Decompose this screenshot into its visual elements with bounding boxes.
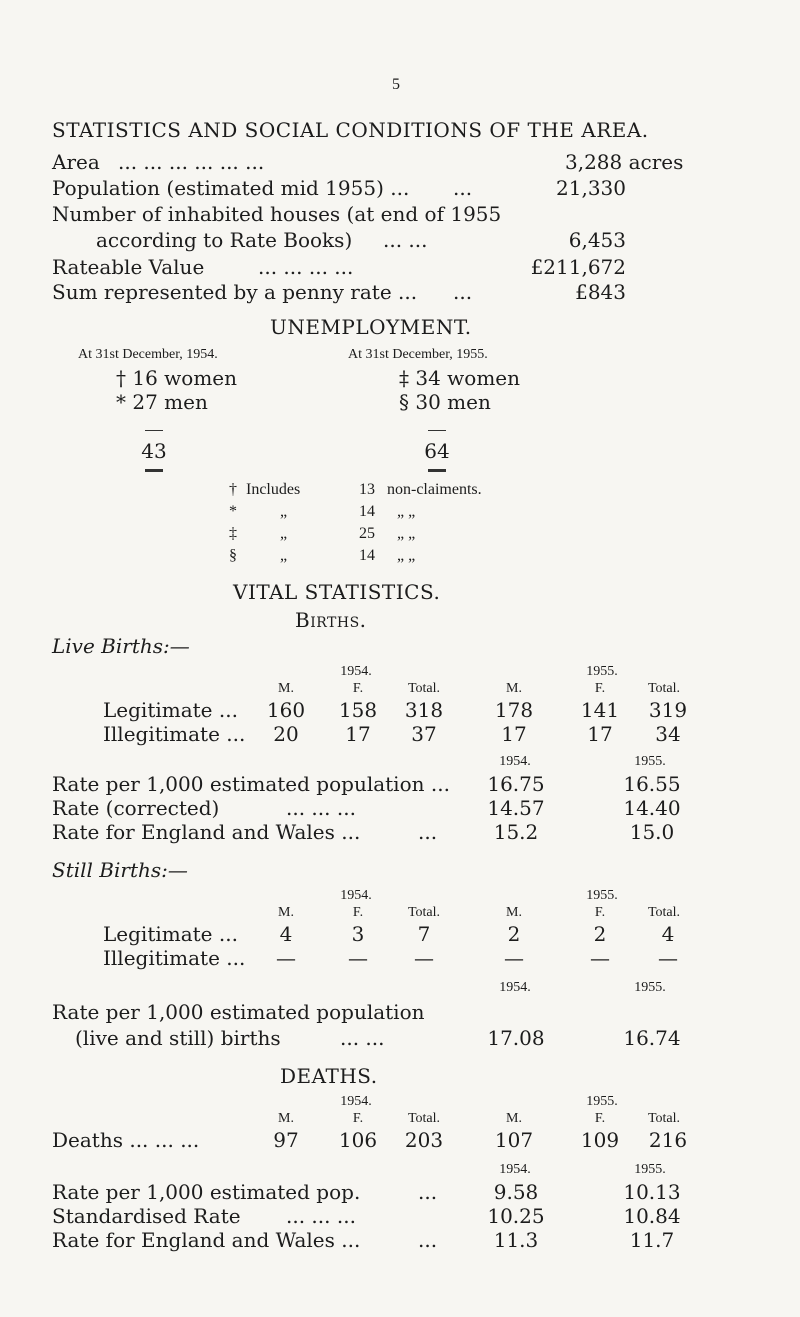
year-1955: 1955.	[586, 664, 618, 679]
still-rate-1955: 16.74	[623, 1026, 681, 1050]
cell: —	[504, 946, 524, 970]
year-1955: 1955.	[586, 888, 618, 903]
cell: 107	[494, 1128, 534, 1152]
cell: 34	[655, 722, 681, 746]
cell: 2	[593, 922, 607, 946]
cell: 97	[273, 1128, 299, 1152]
col-total: Total.	[647, 681, 681, 696]
rate-1955: 14.40	[623, 796, 681, 820]
still-rate-1954: 17.08	[487, 1026, 545, 1050]
cell: 37	[411, 722, 437, 746]
note-ditto: „	[280, 547, 288, 564]
rateable-value: £211,672	[530, 255, 626, 279]
cell: —	[348, 946, 368, 970]
year-1954: 1954.	[499, 980, 531, 995]
houses-dots: ... ...	[383, 228, 428, 252]
rate-1955: 10.84	[623, 1204, 681, 1228]
row-label: Illegitimate ...	[103, 946, 246, 970]
cell: 17	[501, 722, 527, 746]
rate-dots: ... ... ...	[286, 1204, 356, 1228]
cell: 106	[338, 1128, 378, 1152]
note-count: 14	[359, 503, 375, 520]
cell: 158	[338, 698, 378, 722]
note-ditto: „ „	[397, 547, 416, 564]
year-1954: 1954.	[499, 754, 531, 769]
rate-label: Rate (corrected)	[52, 796, 220, 820]
still-births-label: Still Births:—	[52, 858, 188, 882]
rate-1954: 10.25	[487, 1204, 545, 1228]
rate-label: Rate for England and Wales ...	[52, 1228, 361, 1252]
cell: 160	[266, 698, 306, 722]
rate-1955: 15.0	[629, 820, 675, 844]
cell: 319	[648, 698, 688, 722]
page-title: STATISTICS AND SOCIAL CONDITIONS OF THE AREA.	[52, 118, 649, 142]
rateable-label: Rateable Value	[52, 255, 205, 279]
unemployment-col1-header: At 31st December, 1954.	[78, 347, 218, 362]
note-symbol: §	[229, 547, 237, 564]
row-label: Illegitimate ...	[103, 722, 246, 746]
row-label: Legitimate ...	[103, 922, 238, 946]
penny-rate-value: £843	[575, 280, 626, 304]
cell: 4	[661, 922, 675, 946]
col-total: Total.	[407, 681, 441, 696]
note-count: 25	[359, 525, 375, 542]
col-f: F.	[594, 681, 606, 696]
rate-label: Standardised Rate	[52, 1204, 241, 1228]
cell: 318	[404, 698, 444, 722]
still-rate-label-2: (live and still) births	[75, 1026, 281, 1050]
cell: 2	[507, 922, 521, 946]
penny-rate-label: Sum represented by a penny rate ...	[52, 280, 418, 304]
rate-label: Rate per 1,000 estimated population ...	[52, 772, 450, 796]
deaths-heading: DEATHS.	[280, 1064, 378, 1088]
cell: 17	[587, 722, 613, 746]
col-f: F.	[352, 681, 364, 696]
area-label: Area	[52, 150, 100, 174]
still-rate-label-1: Rate per 1,000 estimated population	[52, 1000, 425, 1024]
cell: 7	[417, 922, 431, 946]
year-1954: 1954.	[499, 1162, 531, 1177]
note-symbol: *	[229, 503, 237, 520]
vital-statistics-heading: VITAL STATISTICS.	[233, 580, 441, 604]
area-dots: ... ... ... ... ... ...	[118, 150, 265, 174]
unemployment-1955-total: 64	[424, 439, 450, 463]
rate-dots: ...	[418, 1180, 438, 1204]
col-f: F.	[594, 1111, 606, 1126]
cell: —	[414, 946, 434, 970]
col-total: Total.	[407, 905, 441, 920]
col-total: Total.	[647, 905, 681, 920]
cell: 20	[273, 722, 299, 746]
cell: —	[658, 946, 678, 970]
note-ditto: „	[280, 525, 288, 542]
note-word: non-claiments.	[387, 481, 482, 498]
year-1954: 1954.	[340, 888, 372, 903]
col-f: F.	[594, 905, 606, 920]
note-symbol: †	[229, 481, 237, 498]
year-1954: 1954.	[340, 1094, 372, 1109]
rate-dots: ... ... ...	[286, 796, 356, 820]
year-1955: 1955.	[586, 1094, 618, 1109]
cell: 216	[648, 1128, 688, 1152]
unemployment-heading: UNEMPLOYMENT.	[270, 315, 472, 339]
note-symbol: ‡	[229, 525, 237, 542]
cell: —	[276, 946, 296, 970]
divider	[145, 469, 163, 472]
houses-label-2: according to Rate Books)	[96, 228, 353, 252]
col-m: M.	[506, 681, 522, 696]
divider	[428, 430, 446, 431]
rate-dots: ...	[418, 1228, 438, 1252]
houses-value: 6,453	[568, 228, 626, 252]
col-m: M.	[506, 1111, 522, 1126]
still-rate-dots: ... ...	[340, 1026, 385, 1050]
note-count: 13	[359, 481, 375, 498]
population-label: Population (estimated mid 1955) ...	[52, 176, 410, 200]
cell: 203	[404, 1128, 444, 1152]
rate-1954: 16.75	[487, 772, 545, 796]
year-1955: 1955.	[634, 754, 666, 769]
row-label: Legitimate ...	[103, 698, 238, 722]
col-m: M.	[506, 905, 522, 920]
rate-1954: 14.57	[487, 796, 545, 820]
rate-1955: 16.55	[623, 772, 681, 796]
page-number: 5	[392, 76, 400, 93]
col-f: F.	[352, 1111, 364, 1126]
col-m: M.	[278, 1111, 294, 1126]
note-ditto: „ „	[397, 525, 416, 542]
rate-label: Rate for England and Wales ...	[52, 820, 361, 844]
rate-dots: ...	[418, 820, 438, 844]
col-m: M.	[278, 681, 294, 696]
col-total: Total.	[407, 1111, 441, 1126]
rate-1954: 15.2	[493, 820, 539, 844]
rate-label: Rate per 1,000 estimated pop.	[52, 1180, 361, 1204]
rateable-dots: ... ... ... ...	[258, 255, 354, 279]
cell: 178	[494, 698, 534, 722]
unemployment-1954-total: 43	[141, 439, 167, 463]
houses-label-1: Number of inhabited houses (at end of 1955	[52, 202, 502, 226]
population-dots: ...	[453, 176, 473, 200]
divider	[428, 469, 446, 472]
rate-1955: 11.7	[629, 1228, 675, 1252]
note-includes: Includes	[246, 481, 301, 498]
unemployment-1954-men: * 27 men	[116, 390, 208, 414]
rate-1954: 9.58	[493, 1180, 539, 1204]
cell: 109	[580, 1128, 620, 1152]
live-births-label: Live Births:—	[52, 634, 190, 658]
col-total: Total.	[647, 1111, 681, 1126]
col-f: F.	[352, 905, 364, 920]
cell: 4	[279, 922, 293, 946]
population-value: 21,330	[556, 176, 626, 200]
col-m: M.	[278, 905, 294, 920]
rate-1954: 11.3	[493, 1228, 539, 1252]
note-ditto: „ „	[397, 503, 416, 520]
divider	[145, 430, 163, 431]
year-1954: 1954.	[340, 664, 372, 679]
unemployment-1955-men: § 30 men	[399, 390, 491, 414]
row-label: Deaths ... ... ...	[52, 1128, 200, 1152]
births-heading: Births.	[295, 608, 367, 632]
unemployment-1954-women: † 16 women	[116, 366, 238, 390]
cell: 141	[580, 698, 620, 722]
cell: 17	[345, 722, 371, 746]
year-1955: 1955.	[634, 1162, 666, 1177]
penny-rate-dots: ...	[453, 280, 473, 304]
note-count: 14	[359, 547, 375, 564]
year-1955: 1955.	[634, 980, 666, 995]
note-ditto: „	[280, 503, 288, 520]
unemployment-col2-header: At 31st December, 1955.	[348, 347, 488, 362]
cell: —	[590, 946, 610, 970]
rate-1955: 10.13	[623, 1180, 681, 1204]
area-value: 3,288 acres	[565, 150, 684, 174]
cell: 3	[351, 922, 365, 946]
unemployment-1955-women: ‡ 34 women	[399, 366, 521, 390]
